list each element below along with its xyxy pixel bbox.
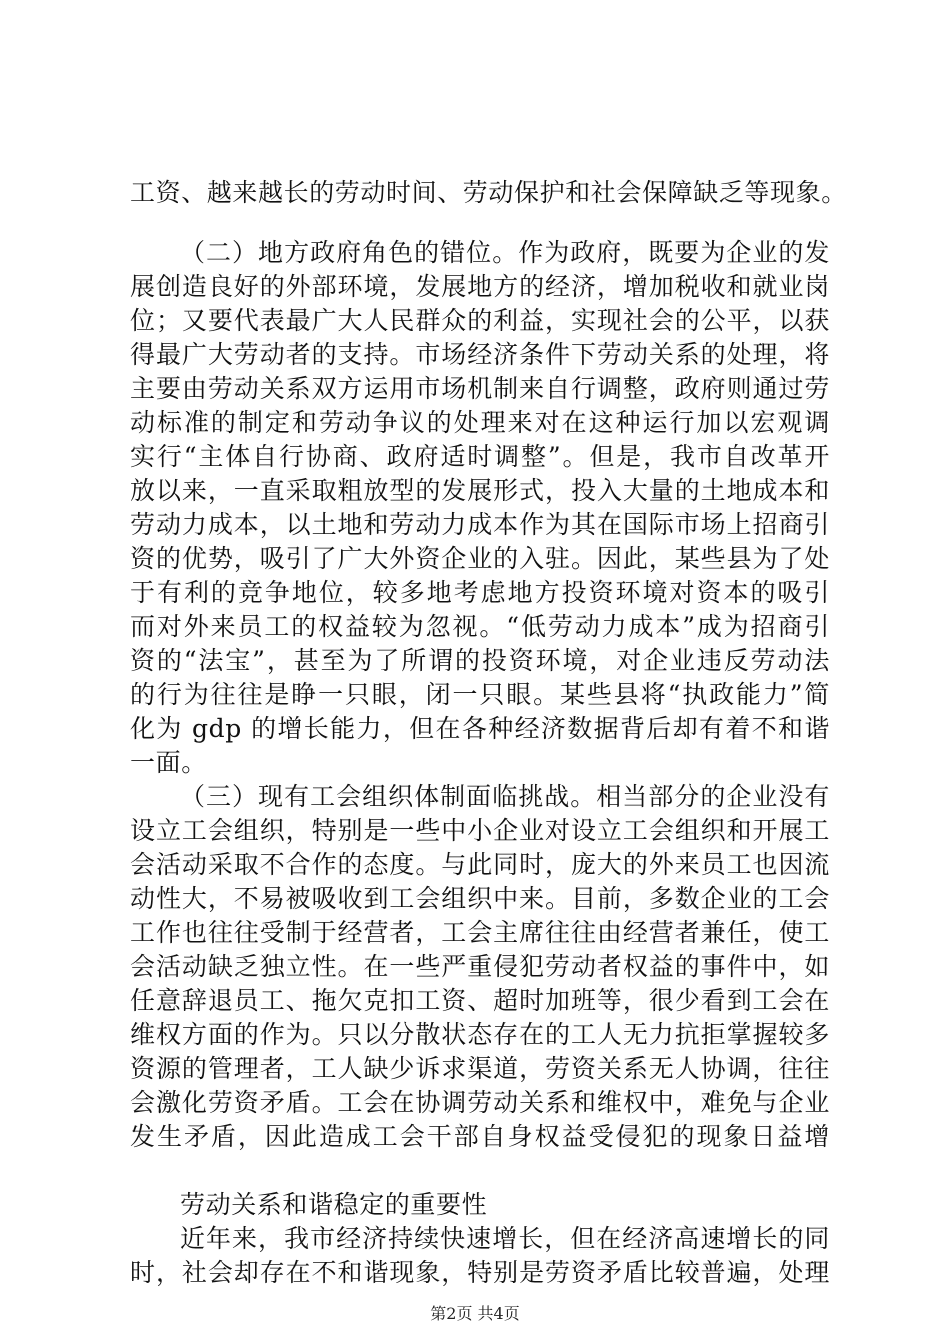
body-text-line: 的行为往往是睁一只眼，闭一只眼。某些县将“执政能力”简 — [130, 680, 830, 709]
body-text-line: 资的“法宝”，甚至为了所谓的投资环境，对企业违反劳动法 — [130, 646, 830, 675]
body-text-line: 动性大，不易被吸收到工会组织中来。目前，多数企业的工会 — [130, 884, 830, 913]
section-heading-line: （三）现有工会组织体制面临挑战。相当部分的企业没有 — [180, 782, 830, 811]
body-text-line: 发生矛盾，因此造成工会干部自身权益受侵犯的现象日益增 — [130, 1122, 830, 1151]
body-text-line: 任意辞退员工、拖欠克扣工资、超时加班等，很少看到工会在 — [130, 986, 830, 1015]
body-text-line: 得最广大劳动者的支持。市场经济条件下劳动关系的处理，将 — [130, 340, 830, 369]
body-text-line: 会激化劳资矛盾。工会在协调劳动关系和维权中，难免与企业 — [130, 1088, 830, 1117]
body-text-line: 主要由劳动关系双方运用市场机制来自行调整，政府则通过劳 — [130, 374, 830, 403]
body-text-line: 展创造良好的外部环境，发展地方的经济，增加税收和就业岗 — [130, 272, 830, 301]
body-text-line: 位；又要代表最广大人民群众的利益，实现社会的公平，以获 — [130, 306, 830, 335]
body-text-line: 会活动采取不合作的态度。与此同时，庞大的外来员工也因流 — [130, 850, 830, 879]
section-heading-line: （二）地方政府角色的错位。作为政府，既要为企业的发 — [180, 238, 830, 267]
body-text-line: 放以来，一直采取粗放型的发展形式，投入大量的土地成本和 — [130, 476, 830, 505]
body-text-line: 一面。 — [130, 748, 207, 777]
body-text-line: 工资、越来越长的劳动时间、劳动保护和社会保障缺乏等现象。 — [130, 178, 847, 207]
body-text-line: 维权方面的作为。只以分散状态存在的工人无力抗拒掌握较多 — [130, 1020, 830, 1049]
body-text-line: 时，社会却存在不和谐现象，特别是劳资矛盾比较普遍，处理 — [130, 1258, 830, 1287]
body-text-line: 动标准的制定和劳动争议的处理来对在这种运行加以宏观调 — [130, 408, 830, 437]
body-text-line: 于有利的竞争地位，较多地考虑地方投资环境对资本的吸引 — [130, 578, 830, 607]
body-text-line: 化为 gdp 的增长能力，但在各种经济数据背后却有着不和谐 — [130, 714, 830, 743]
body-text-line: 工作也往往受制于经营者，工会主席往往由经营者兼任，使工 — [130, 918, 830, 947]
section-title: 劳动关系和谐稳定的重要性 — [180, 1190, 488, 1219]
body-text-line: 实行“主体自行协商、政府适时调整”。但是，我市自改革开 — [130, 442, 830, 471]
body-text-line: 资的优势，吸引了广大外资企业的入驻。因此，某些县为了处 — [130, 544, 830, 573]
body-text-line: 而对外来员工的权益较为忽视。“低劳动力成本”成为招商引 — [130, 612, 830, 641]
body-text-line: 设立工会组织，特别是一些中小企业对设立工会组织和开展工 — [130, 816, 830, 845]
body-text-line: 资源的管理者，工人缺少诉求渠道，劳资关系无人协调，往往 — [130, 1054, 830, 1083]
body-text-line: 近年来，我市经济持续快速增长，但在经济高速增长的同 — [180, 1224, 830, 1253]
page-footer: 第2页 共4页 — [430, 1304, 520, 1323]
body-text-line: 劳动力成本，以土地和劳动力成本作为其在国际市场上招商引 — [130, 510, 830, 539]
body-text-line: 会活动缺乏独立性。在一些严重侵犯劳动者权益的事件中，如 — [130, 952, 830, 981]
